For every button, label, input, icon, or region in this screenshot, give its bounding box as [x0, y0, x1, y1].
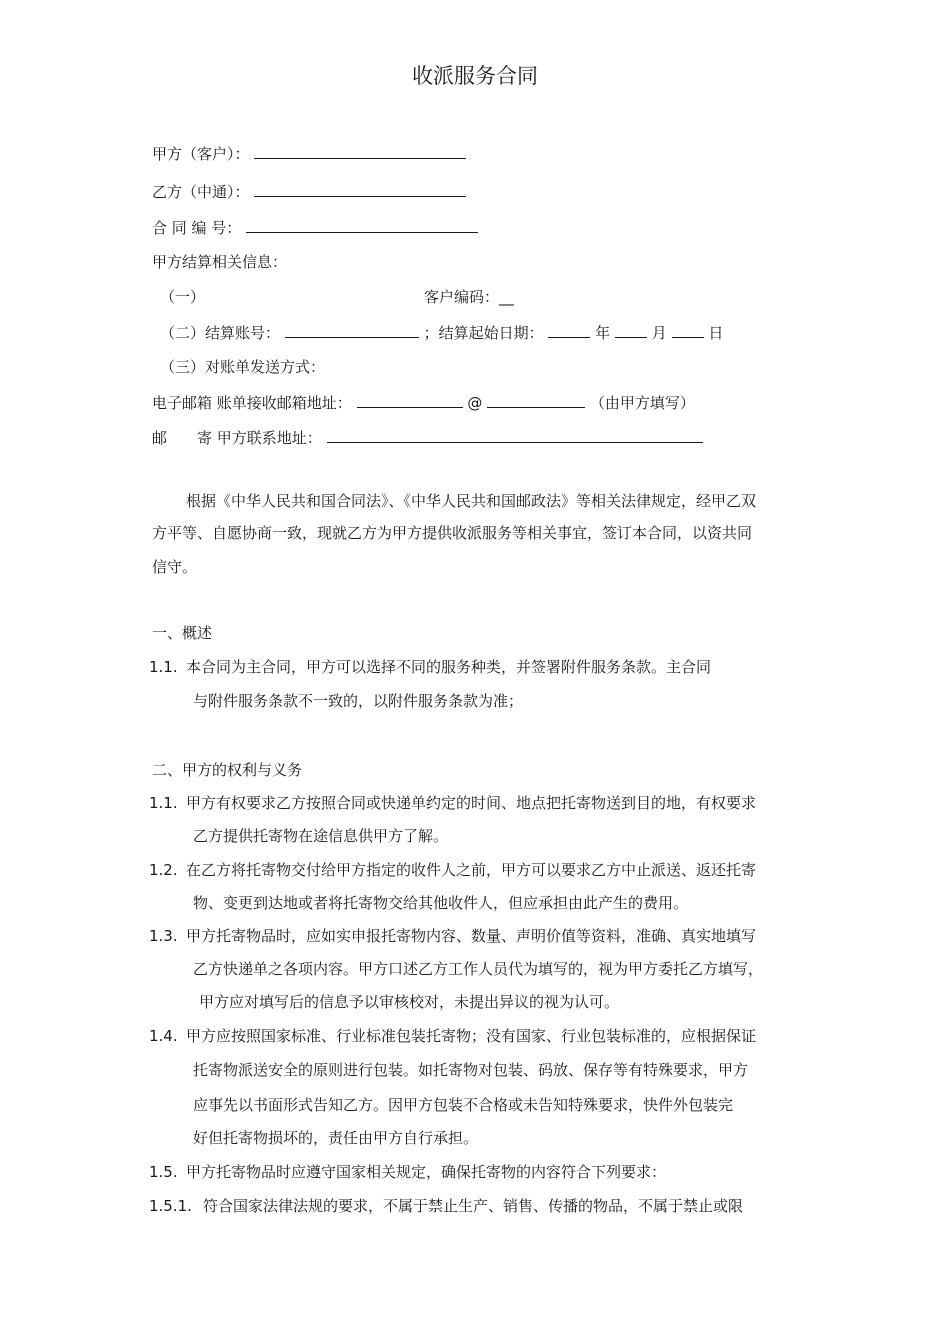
clause-line: 应事先以书面形式告知乙方。因甲方包装不合格或未告知特殊要求，快件外包装完: [193, 1096, 734, 1114]
year-label: 年: [595, 324, 611, 342]
mail-address-blank[interactable]: [327, 427, 703, 443]
settle-account-label: （二）结算账号：: [160, 324, 281, 342]
party-b-row: [152, 181, 466, 202]
day-label: 日: [708, 324, 724, 342]
year-blank[interactable]: [548, 322, 590, 338]
start-date-label: ；结算起始日期：: [423, 324, 544, 342]
party-b-label: 乙方（中通）：: [152, 183, 250, 201]
clause-line: 甲方托寄物品时应遵守国家相关规定，确保托寄物的内容符合下列要求：: [186, 1163, 667, 1181]
email-domain-blank[interactable]: [487, 392, 585, 408]
email-user-blank[interactable]: [357, 392, 463, 408]
item3-label: （三）对账单发送方式：: [160, 358, 326, 376]
clause-line: 甲方应对填写后的信息予以审核校对，未提出异议的视为认可。: [199, 993, 620, 1011]
email-label: 电子邮箱 账单接收邮箱地址：: [152, 394, 352, 412]
section-heading: 二、甲方的权利与义务: [152, 761, 303, 779]
settle-account-row: [160, 322, 723, 343]
clause-number: 1.2.: [149, 861, 178, 879]
party-a-label: 甲方（客户）：: [152, 145, 250, 163]
clause-line: 托寄物派送安全的原则进行包装。如托寄物对包装、码放、保存等有特殊要求，甲方: [193, 1061, 749, 1079]
clause-number: 1.4.: [149, 1027, 178, 1045]
mail-label: 邮 寄 甲方联系地址：: [152, 429, 322, 447]
customer-code: 客户编码：__: [424, 288, 515, 306]
mail-row: [152, 427, 703, 448]
clause-line: 在乙方将托寄物交付给甲方指定的收件人之前，甲方可以要求乙方中止派送、返还托寄: [186, 861, 757, 879]
contract-no-blank[interactable]: [246, 217, 478, 233]
intro-line: 方平等、自愿协商一致，现就乙方为甲方提供收派服务等相关事宜，签订本合同，以资共同: [152, 524, 753, 542]
party-a-row: [152, 143, 466, 164]
clause-line: 甲方有权要求乙方按照合同或快递单约定的时间、地点把托寄物送到目的地，有权要求: [186, 794, 757, 812]
month-label: 月: [651, 324, 667, 342]
clause-line: 甲方托寄物品时，应如实申报托寄物内容、数量、声明价值等资料，准确、真实地填写: [186, 927, 757, 945]
settle-info-label: 甲方结算相关信息：: [152, 253, 288, 271]
clause-line: 好但托寄物损坏的，责任由甲方自行承担。: [193, 1129, 479, 1147]
contract-no-row: [152, 217, 478, 238]
clause-line: 与附件服务条款不一致的，以附件服务条款为准；: [193, 692, 524, 710]
email-note: （由甲方填写）: [589, 394, 695, 412]
intro-line: 根据《中华人民共和国合同法》、《中华人民共和国邮政法》等相关法律规定，经甲乙双: [186, 492, 757, 510]
clause-line: 乙方提供托寄物在途信息供甲方了解。: [193, 827, 449, 845]
party-b-blank[interactable]: [254, 181, 466, 197]
intro-line: 信守。: [152, 558, 198, 576]
clause-number: 1.1.: [149, 658, 178, 676]
day-blank[interactable]: [672, 322, 704, 338]
clause-number: 1.1.: [149, 794, 178, 812]
party-a-blank[interactable]: [254, 143, 466, 159]
clause-number: 1.5.: [149, 1163, 178, 1181]
clause-line: 本合同为主合同，甲方可以选择不同的服务种类，并签署附件服务条款。主合同: [186, 658, 712, 676]
settle-account-blank[interactable]: [285, 322, 419, 338]
month-blank[interactable]: [615, 322, 647, 338]
clause-line: 物、变更到达地或者将托寄物交给其他收件人，但应承担由此产生的费用。: [193, 894, 689, 912]
document-title: 收派服务合同: [412, 64, 538, 88]
section-heading: 一、概述: [152, 624, 213, 642]
clause-number: 1.5.1.: [149, 1197, 192, 1215]
clause-number: 1.3.: [149, 927, 178, 945]
contract-no-label: 合 同 编 号：: [152, 219, 242, 237]
clause-line: 甲方应按照国家标准、行业标准包装托寄物；没有国家、行业包装标准的，应根据保证: [186, 1027, 757, 1045]
email-row: [152, 392, 695, 413]
item1-label: （一）: [160, 288, 206, 306]
email-at: @: [467, 394, 483, 412]
clause-line: 符合国家法律法规的要求，不属于禁止生产、销售、传播的物品，不属于禁止或限: [203, 1197, 744, 1215]
clause-line: 乙方快递单之各项内容。甲方口述乙方工作人员代为填写的，视为甲方委托乙方填写，: [193, 960, 764, 978]
